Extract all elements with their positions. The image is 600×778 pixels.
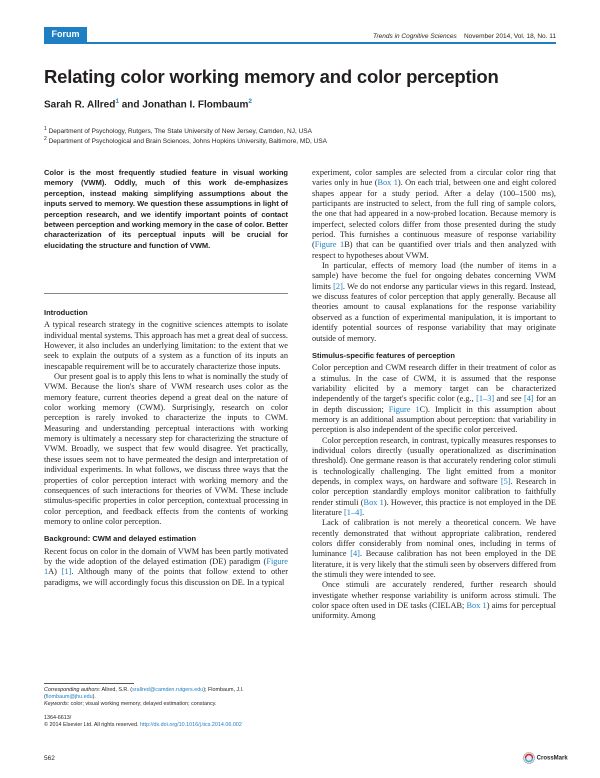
paragraph: Our present goal is to apply this lens to what is nominally the study of VWM. Because the lion's share of VWM research uses color as the memory feature, current theories depend a great deal on the nature of color working memory (CWM). Surprisingly, research on color perception is rarely invoked to characterize the inputs to CWM. Measuring and understanding perceptual interactions with working memory is ultimately a necessary step for characterizing the structure of VWM. Broadly, we suspect that few would disagree. Yet practically, these issues seem not to have permeated the design and interpretation of individual experiments. In what follows, we discuss three ways that the properties of color perception interact with working memory and the consequences of such interactions for theories of VWM. These include stimulus-specific properties in color perception, contextual processing in color perception, and feedback effects from the contents of working memory to online color perception. (44, 372, 288, 526)
running-head (373, 33, 556, 40)
box-link[interactable]: Box 1 (466, 601, 487, 611)
paragraph: Color perception research, in contrast, typically measures responses to individual colors directly (usually operationalized as discrimination threshold). One germane reason is that accurately rendering color stimuli is technologically challenging. The light emitted from a monitor depends, in complex ways, on hardware and software [5]. Research in color perception standardly employs monitor calibration to faithfully render stimuli (Box 1). However, this practice is not employed in the DE literature [1–4]. (312, 435, 556, 517)
figure-link[interactable]: Figure 1 (44, 556, 288, 577)
section-heading-introduction: Introduction (44, 308, 88, 317)
affiliation-text: Department of Psychological and Brain Sciences, Johns Hopkins University, Baltimore, MD, USA (48, 138, 328, 146)
reference-link[interactable]: [1–4] (344, 508, 363, 517)
paragraph: experiment, color samples are selected from a circular color ring that varies only in hue (Box 1). On each trial, between one and eight colored shapes appear for a study period. After a delay (100–1500 ms), participants are instructed to select, from the full ring of sample colors, the one that had appeared in a now-probed location. Because memory is imperfect, selected colors differ from those presented during the study period. This furnishes a continuous measure of response variability (Figure 1B) that can be quantified over trials and then analyzed with respect to hypotheses about VWM. (312, 168, 556, 260)
section-tab-forum: Forum (44, 27, 87, 42)
abstract-rule (44, 293, 288, 294)
author-line (44, 98, 252, 110)
author-1: Sarah R. Allred (44, 99, 116, 111)
header-rule (44, 42, 556, 44)
corresponding-authors: Corresponding authors: Allred, S.R. (srallred@camden.rutgers.edu); Flombaum, J.I. (flombaum@jhu.edu). (44, 687, 244, 701)
author-connector: and (121, 99, 140, 111)
journal-name: Trends in Cognitive Sciences (373, 33, 457, 40)
footnotes (44, 687, 288, 729)
affiliation-mark: 1 (44, 126, 47, 132)
figure-link[interactable]: Figure 1 (388, 404, 420, 414)
affiliation-text: Department of Psychology, Rutgers, The State University of New Jersey, Camden, NJ, USA (48, 128, 312, 136)
right-column (312, 168, 556, 622)
copyright: © 2014 Elsevier Ltd. All rights reserved. http://dx.doi.org/10.1016/j.tics.2014.06.002 (44, 721, 242, 728)
article-title: Relating color working memory and color perception (44, 66, 499, 87)
paragraph: Color perception and CWM research differ in their treatment of color as a stimulus. In the case of CWM, it is assumed that the response variability elicited by a memory target can be characterized independently of the target's specific color (e.g., [1–3] and see [4] for an in depth discussion; Figure 1C). Implicit in this assumption about memory is an additional assumption about perception: that variability in perception is also independent of the specific color perceived. (312, 363, 557, 435)
issue-info: November 2014, Vol. 18, No. 11 (463, 33, 556, 40)
crossmark-label: CrossMark (536, 755, 568, 762)
email-link[interactable]: flombaum@jhu.edu (45, 694, 93, 701)
reference-link[interactable]: [5] (500, 476, 511, 486)
author-2-affil-mark[interactable]: 2 (248, 98, 253, 105)
section-heading-background: Background: CWM and delayed estimation (44, 534, 197, 544)
keywords: Keywords: color; visual working memory; delayed estimation; constancy. (44, 701, 217, 708)
box-link[interactable]: Box 1 (363, 497, 384, 507)
section-heading-stimulus: Stimulus-specific features of perception (312, 350, 455, 360)
affiliation-2 (44, 136, 327, 145)
crossmark-icon (523, 752, 535, 764)
issn: 1364-6613/ (44, 714, 72, 721)
reference-link[interactable]: [4] (523, 394, 534, 404)
email-link[interactable]: srallred@camden.rutgers.edu (132, 687, 204, 693)
footnote-rule (44, 683, 134, 684)
left-column (44, 308, 288, 588)
paragraph: Recent focus on color in the domain of VWM has been partly motivated by the wide adoption of the delayed estimation (DE) paradigm (Figure 1A) [1]. Although many of the points that follow extend to other paradigms, we will accordingly focus this discussion on DE. In a typical (44, 546, 288, 587)
abstract: Color is the most frequently studied feature in visual working memory (VWM). Oddly, much of this work de-emphasizes perception, instead making simplifying assumptions about the inputs served to memory. We question these assumptions in light of perception research, and we identify important points of contact between perception and working memory in the case of color. Better characterization of its perceptual inputs will be crucial for elucidating the structure and function of VWM. (44, 168, 288, 250)
reference-link[interactable]: [1] (61, 567, 72, 577)
box-link[interactable]: Box 1 (377, 178, 398, 188)
paragraph: In particular, effects of memory load (the number of items in a sample) have become the fuel for ongoing debates concerning VWM limits [2]. We do not endorse any particular views in this regard. Instead, we discuss features of color perception that apply generally. Because all theories amount to causal explanations for the response variability observed as a function of experimental manipulation, it is important to identify potential sources of response variability that may originate outside of memory. (312, 261, 556, 343)
paragraph: A typical research strategy in the cognitive sciences attempts to isolate individual mental systems. This approach has met a great deal of success. However, it also includes an underlying limitation: to the extent that we seek to explain the outputs of a system as a function of its inputs an inescapable requirement will be to accurately characterize those inputs. (44, 320, 288, 371)
affiliation-mark: 2 (44, 136, 47, 142)
figure-link[interactable]: Figure 1 (314, 240, 345, 250)
author-1-affil-mark[interactable]: 1 (115, 98, 119, 105)
affiliation-1 (44, 126, 312, 135)
paragraph: Lack of calibration is not merely a theoretical concern. We have recently demonstrated that without appropriate calibration, rendered colors differ considerably from nominal ones, including in terms of luminance [4]. Because calibration has not been employed in the DE literature, it is very likely that the stimuli seen by observers differed from the stimuli they were intended to see. (312, 518, 556, 580)
page-number: 562 (44, 755, 55, 762)
doi-link[interactable]: http://dx.doi.org/10.1016/j.tics.2014.06.002 (139, 721, 242, 728)
reference-link[interactable]: [1–3] (476, 394, 495, 404)
author-2: Jonathan I. Flombaum (142, 99, 249, 111)
reference-link[interactable]: [2] (333, 281, 343, 291)
reference-link[interactable]: [4] (350, 549, 360, 559)
paragraph: Once stimuli are accurately rendered, further research should investigate whether response variability is uniform across stimuli. The color space often used in DE tasks (CIELAB; Box 1) aims for perceptual uniformity. Among (312, 580, 556, 621)
crossmark-badge[interactable] (523, 752, 568, 764)
